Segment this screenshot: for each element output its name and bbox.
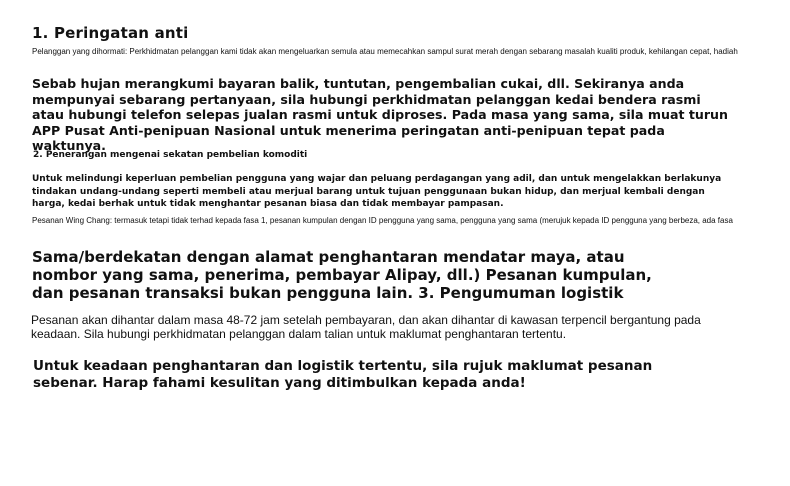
- section-2-note-text: Pesanan Wing Chang: termasuk tetapi tidak terhad kepada fasa 1, pesanan kumpulan dengan ID pengguna yang sama, pengguna yang sama (merujuk kepada ID pengguna yang berbeza, ada fasa: [32, 216, 733, 225]
- section-2-body-text: Untuk melindungi keperluan pembelian pengguna yang wajar dan peluang perdagangan yang adil, dan untuk mengelakkan berlakunya tindakan undang-undang seperti membeli atau merjual barang untuk tujuan penggunaan bukan hidup, dan merjual kembali dengan harga, kedai berhak untuk tidak menghantar pesanan biasa dan tidak membayar pampasan.: [32, 174, 722, 209]
- section-1-body-text: Sebab hujan merangkumi bayaran balik, tuntutan, pengembalian cukai, dll. Sekiranya anda mempunyai sebarang pertanyaan, sila hubungi perkhidmatan pelanggan kedai bendera rasmi atau hubungi telefon selepas jualan rasmi untuk diproses. Pada masa yang sama, sila muat turun APP Pusat Anti-penipuan Nasional untuk menerima peringatan anti-penipuan tepat pada waktunya.: [32, 76, 728, 153]
- section-3-delivery-text: Pesanan akan dihantar dalam masa 48-72 jam setelah pembayaran, dan akan dihantar di kawasan terpencil bergantung pada keadaan. Sila hubungi perkhidmatan pelanggan dalam talian untuk maklumat penghantaran tertentu.: [31, 313, 701, 341]
- section-1-heading: 1. Peringatan anti: [32, 24, 189, 42]
- section-1-intro-text: Pelanggan yang dihormati: Perkhidmatan pelanggan kami tidak akan mengeluarkan semula atau memecahkan sampul surat merah dengan sebarang masalah kualiti produk, kehilangan cepat, hadiah: [32, 47, 738, 56]
- section-2-emphasis-text: Sama/berdekatan dengan alamat penghantaran mendatar maya, atau nombor yang sama, penerima, pembayar Alipay, dll.) Pesanan kumpulan, dan pesanan transaksi bukan pengguna lain. 3. Pengumuman logistik: [32, 248, 652, 302]
- section-3-closing-text: Untuk keadaan penghantaran dan logistik tertentu, sila rujuk maklumat pesanan sebenar. Harap fahami kesulitan yang ditimbulkan kepada anda!: [33, 358, 653, 391]
- section-2-heading: 2. Penerangan mengenai sekatan pembelian komoditi: [33, 150, 308, 160]
